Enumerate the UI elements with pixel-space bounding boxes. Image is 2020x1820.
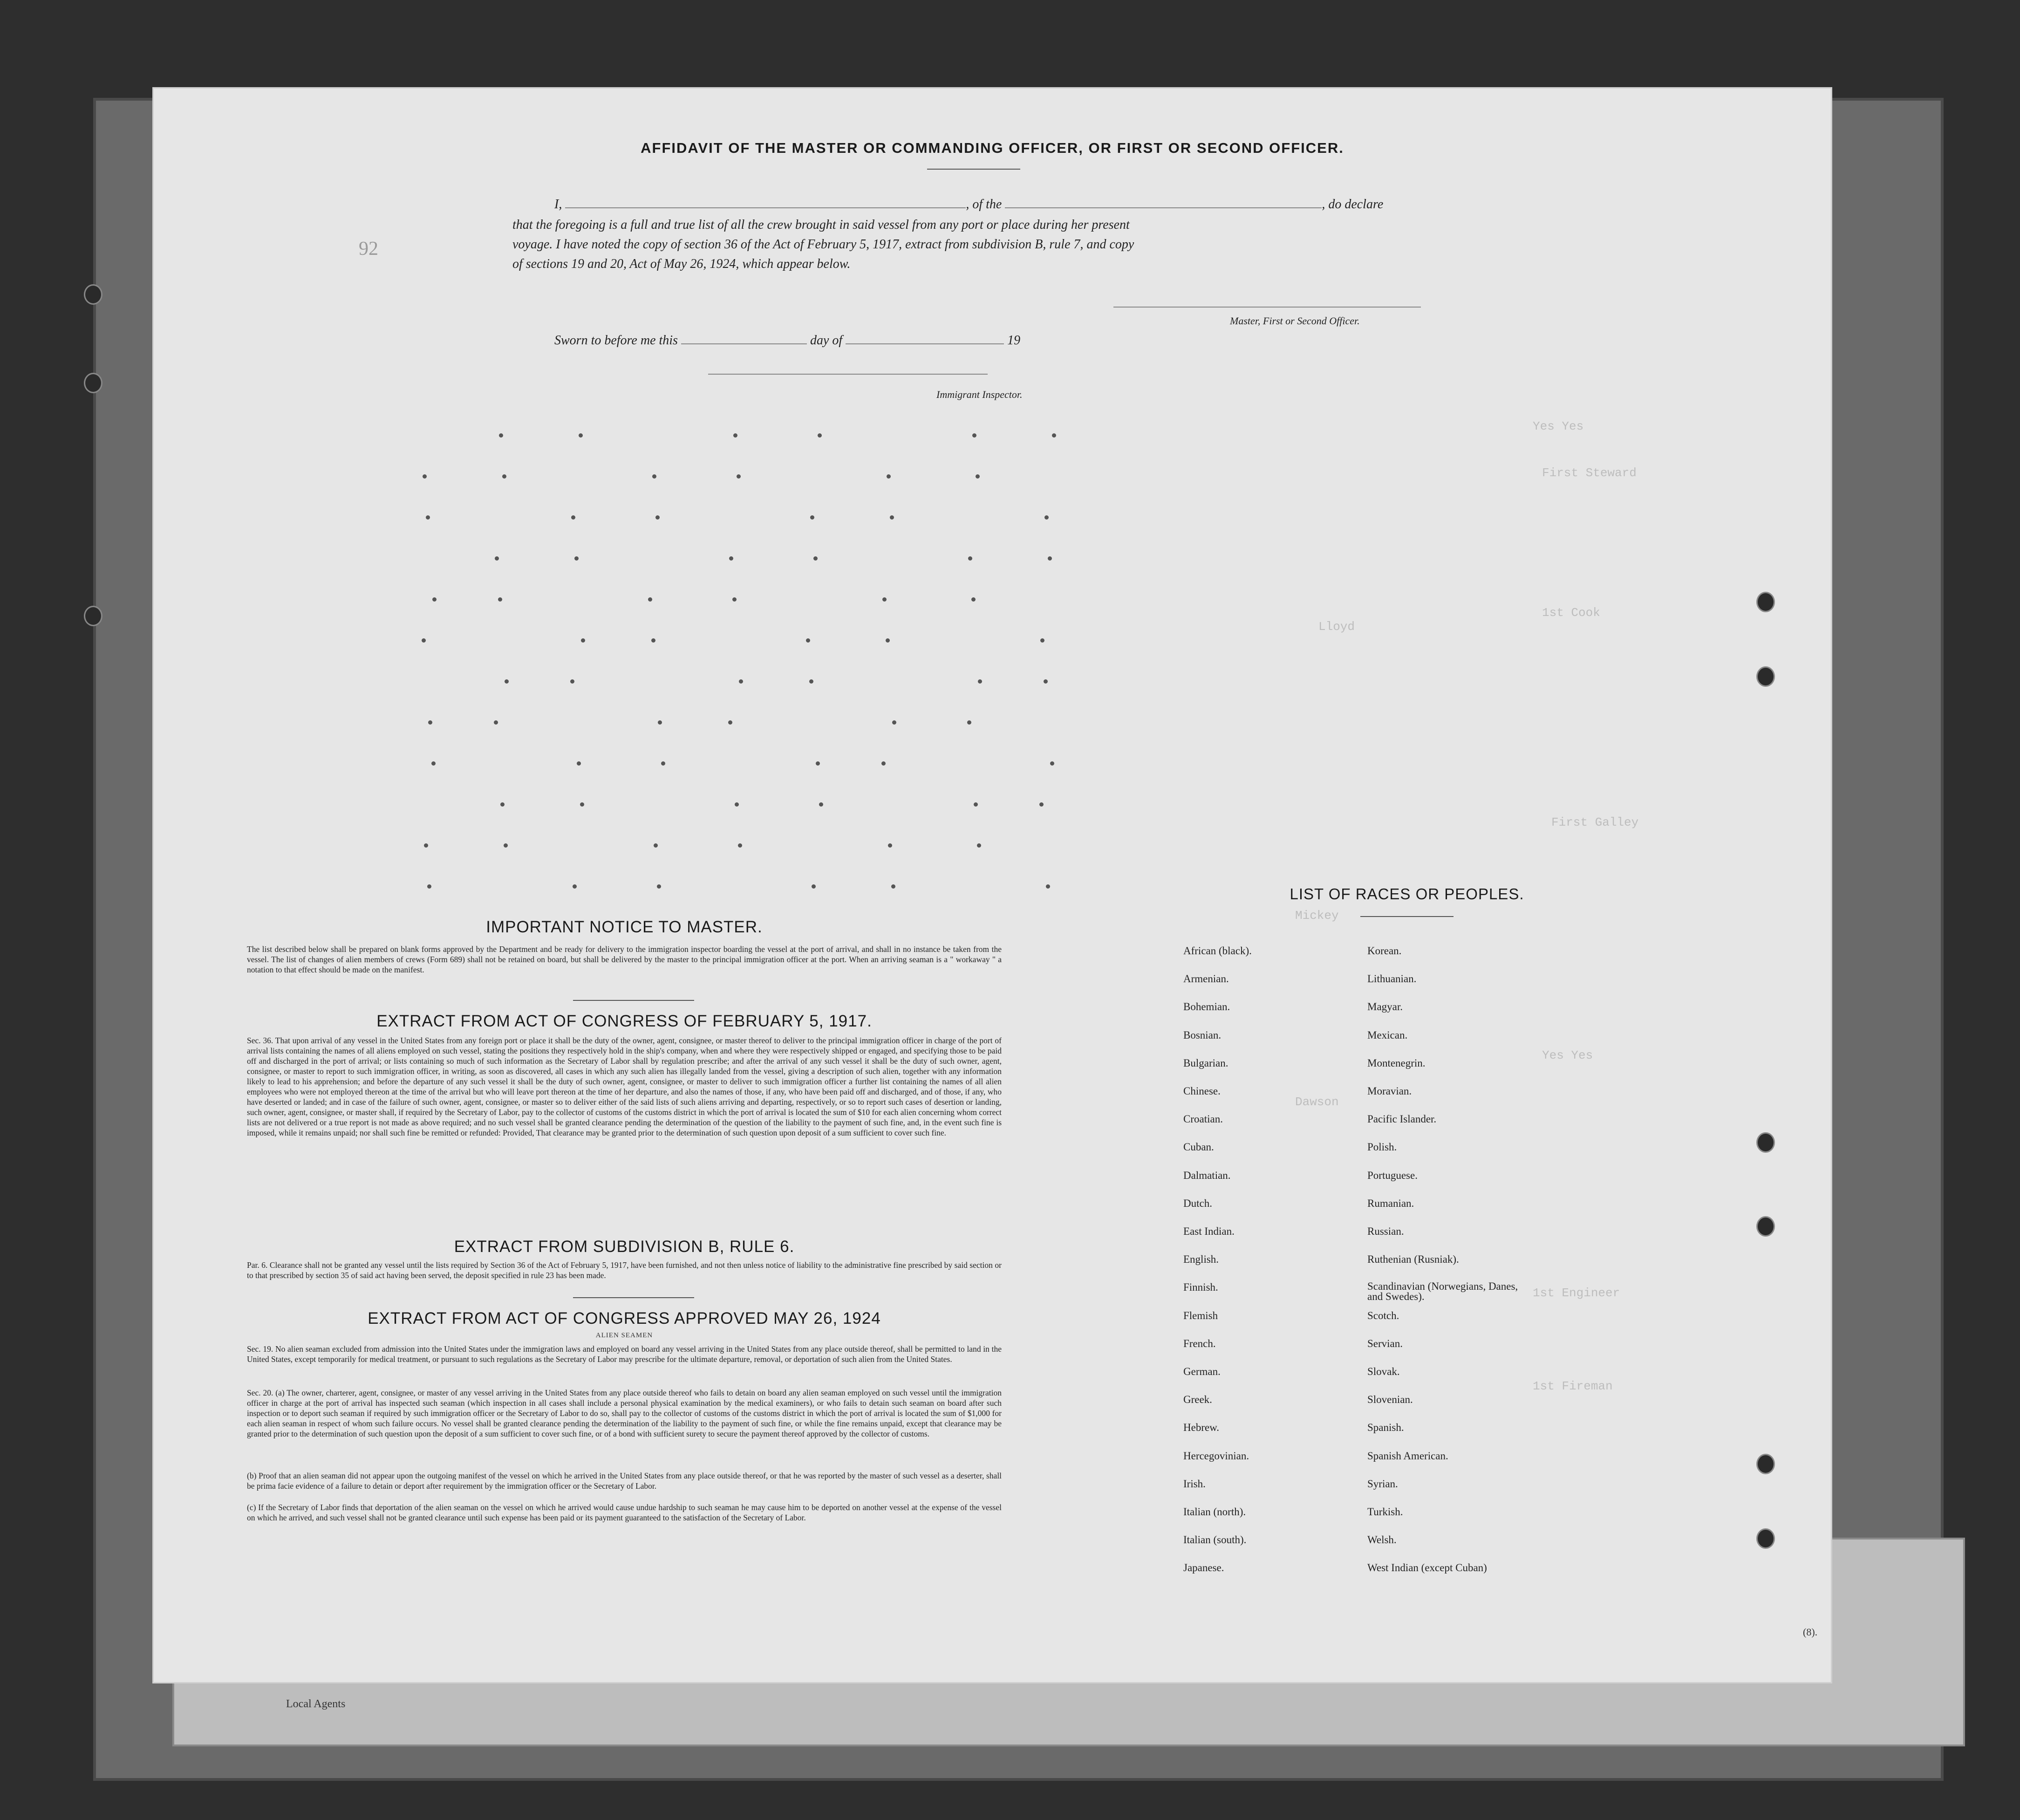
extract-1924-title: EXTRACT FROM ACT OF CONGRESS APPROVED MAY 26, 1924 (368, 1309, 881, 1327)
race-item: Scandinavian (Norwegians, Danes, and Swedes). (1367, 1280, 1518, 1303)
declaration-of-the: , of the (966, 197, 1002, 212)
extract-1924-sec20a: Sec. 20. (a) The owner, charterer, agent, consignee, or master of any vessel arriving in the United States from any place outside thereof who fails to detain on board any alien seaman employed on such vessel until the immigration officer in charge at the port of arrival has inspected such seaman (which inspection in all cases shall include a personal physical examination by the medical examiners), or who fails to detain such seaman on board after such inspection or to deport such seaman if required by such immigration officer or the Secretary of Labor to do so, shall pay to the collector of customs of the customs district in which the port of arrival is located the sum of $1,000 for each alien seaman in respect of whom such failure occurs. No vessel shall be granted clearance pending the determination of the liability to the payment of such fine, or while the fine remains unpaid, except that clearance may be granted prior to the determination of such question upon the deposit of a sum sufficient to cover such fine, or of a bond with sufficient surety to secure the payment thereof approved by the collector of customs. (247, 1388, 1002, 1438)
signature-label: Master, First or Second Officer. (1230, 315, 1360, 327)
races-title: LIST OF RACES OR PEOPLES. (1290, 885, 1524, 903)
dot-mark (728, 720, 732, 725)
race-item: Syrian. (1367, 1478, 1398, 1490)
dot-mark (431, 761, 436, 766)
dot-mark (891, 884, 895, 889)
extract-rule6-title: EXTRACT FROM SUBDIVISION B, RULE 6. (454, 1238, 795, 1256)
sworn-text: Sworn to before me this (554, 333, 678, 348)
notice-body: The list described below shall be prepared on blank forms approved by the Department and be ready for delivery to the immigration inspector boarding the vessel at the port of arrival, and shall in no instance be taken from the vessel. The list of changes of alien members of crews (Form 689) shall not be retained on board, but shall be delivered by the master to the principal immigration officer at the port. When an arriving seaman is a " workaway " a notation to that effect should be made on the manifest. (247, 944, 1002, 974)
dot-mark (500, 802, 505, 807)
dot-mark (813, 556, 818, 561)
dot-mark (573, 884, 577, 889)
dot-mark (424, 843, 428, 848)
race-item: Welsh. (1367, 1534, 1397, 1546)
race-item: Bohemian. (1183, 1001, 1230, 1013)
dot-mark (738, 843, 742, 848)
race-item: Slovak. (1367, 1366, 1400, 1377)
extract-1924-sec20b: (b) Proof that an alien seaman did not appear upon the outgoing manifest of the vessel on which he arrived in the United States from any place outside thereof, or that he was reported by the master of such vessel as a deserter, shall be prima facie evidence of a failure to detain or deport after requirement by the immigration officer or the Secretary of Labor. (247, 1471, 1002, 1491)
dot-mark (890, 515, 894, 520)
sworn-month-field (846, 343, 1004, 344)
binder-hole (1756, 1528, 1775, 1549)
dot-mark (739, 679, 743, 684)
sworn-year: 19 (1007, 333, 1021, 348)
dot-mark (887, 474, 891, 479)
race-item: Spanish. (1367, 1422, 1404, 1434)
binder-hole (84, 606, 102, 626)
dot-mark (729, 556, 733, 561)
declaration-line2: that the foregoing is a full and true list of all the crew brought in said vessel from any port or place during her present (512, 218, 1130, 232)
dot-mark (1044, 679, 1048, 684)
dot-mark (581, 638, 585, 643)
race-item: Lithuanian. (1367, 973, 1417, 985)
dot-mark (495, 556, 499, 561)
dot-mark (432, 597, 437, 602)
race-item: Turkish. (1367, 1506, 1403, 1518)
race-item: Korean. (1367, 945, 1402, 957)
race-item: Bulgarian. (1183, 1057, 1228, 1069)
dot-mark (1052, 433, 1056, 438)
dot-mark (1048, 556, 1052, 561)
dot-mark (968, 556, 972, 561)
binder-hole (1756, 1132, 1775, 1153)
race-item: English. (1183, 1253, 1219, 1266)
dot-mark (651, 638, 655, 643)
dot-mark (972, 433, 976, 438)
dot-mark (733, 433, 737, 438)
dot-mark (971, 597, 976, 602)
dot-mark (661, 761, 665, 766)
extract-1917-body: Sec. 36. That upon arrival of any vessel in the United States from any foreign port or place it shall be the duty of the owner, agent, consignee, or master thereof to deliver to the principal immigration officer in charge of the port of arrival lists containing the names of all aliens employed on such vessel, stating the positions they respectively hold in the ship's company, when and where they were respectively shipped or engaged, and specifying those to be paid off and discharged in the port of arrival; or lists containing so much of such information as the Secretary of Labor shall by regulation prescribe; and after the arrival of any such vessel it shall be the duty of such owner, agent, consignee, or master to report to such immigration officer, in writing, as soon as discovered, all cases in which any such alien has illegally landed from the vessel, giving a description of such alien, together with any information likely to lead to his apprehension; and before the departure of any such vessel it shall be the duty of such owner, agent, consignee, or master to deliver to such immigration officer a further list containing the names of all alien employees who were not employed thereon at the time of the arrival but who will leave port thereon at the time of her departure, and also the names of those, if any, who have been paid off and discharged, and of those, if any, who have deserted or landed; and in case of the failure of such owner, agent, consignee, or master so to deliver either of the said lists of such aliens arriving and departing, respectively, or so to report such cases of desertion or landing, such owner, agent, consignee, or master shall, if required by the Secretary of Labor, pay to the collector of customs of the customs district in which the port of arrival is located the sum of $10 for each alien concerning whom correct lists are not delivered or a true report is not made as above required; and no such vessel shall be granted clearance pending the determination of the question of the liability to the payment of such fine, and, in the event such fine is imposed, while it remains unpaid; nor shall such fine be remitted or refunded: Provided, That clearance may be granted prior to the determination of such question upon deposit of a sum sufficient to cover such fine. (247, 1036, 1002, 1137)
dot-mark (504, 843, 508, 848)
race-item: Rumanian. (1367, 1197, 1414, 1209)
race-item: Montenegrin. (1367, 1057, 1426, 1069)
race-item: Bosnian. (1183, 1029, 1222, 1041)
dot-mark (494, 720, 498, 725)
dot-mark (423, 474, 427, 479)
race-item: Hercegovinian. (1183, 1450, 1249, 1462)
declaration-line1 (554, 195, 1383, 214)
dot-mark (1039, 802, 1044, 807)
race-item: West Indian (except Cuban) (1367, 1562, 1487, 1574)
dot-mark (655, 515, 660, 520)
dot-mark (579, 433, 583, 438)
extract-1917-title: EXTRACT FROM ACT OF CONGRESS OF FEBRUARY 5, 1917. (376, 1012, 872, 1030)
race-item: French. (1183, 1337, 1216, 1349)
extract-1924-sec20c: (c) If the Secretary of Labor finds that deportation of the alien seaman on the vessel on which he arrived would cause undue hardship to such seaman he may cause him to be deported on another vessel at the expense of the vessel on which he arrived, and such vessel shall not be granted clearance until such expense has been paid or its payment guaranteed to the satisfaction of the Secretary of Labor. (247, 1503, 1002, 1522)
dot-mark (502, 474, 506, 479)
declaration-do-declare: , do declare (1322, 197, 1384, 212)
sworn-line (554, 331, 1020, 350)
race-item: Spanish American. (1367, 1450, 1448, 1462)
vessel-name-field (1005, 207, 1322, 208)
dot-mark (652, 474, 656, 479)
dot-mark (819, 802, 823, 807)
dot-mark (427, 884, 431, 889)
corner-mark: (8). (1803, 1626, 1818, 1638)
dot-mark (732, 597, 737, 602)
dot-mark (499, 433, 503, 438)
race-item: African (black). (1183, 945, 1252, 957)
dot-mark (816, 761, 820, 766)
declaration-line4: of sections 19 and 20, Act of May 26, 1924, which appear below. (512, 257, 851, 271)
dot-mark (648, 597, 652, 602)
binder-hole (1756, 1454, 1775, 1474)
race-item: German. (1183, 1366, 1221, 1377)
dot-mark (810, 515, 814, 520)
dot-mark (574, 556, 579, 561)
race-item: Servian. (1367, 1337, 1403, 1349)
dot-mark (570, 679, 574, 684)
race-item: Ruthenian (Rusniak). (1367, 1253, 1459, 1266)
officer-name-field (565, 207, 966, 208)
dot-mark (888, 843, 892, 848)
declaration-pronoun: I, (554, 197, 562, 212)
dot-mark (1046, 884, 1050, 889)
race-item: Slovenian. (1367, 1394, 1413, 1406)
manifest-page: Yes Yes First Steward 1st Cook First Galley Yes Yes 1st Engineer 1st Fireman Lloyd Mickey Dawson 92 (8). AFFIDAVIT OF THE MASTER OR COMMANDING OFFICER, OR FIRST OR SECOND OFFICER. I, , of the , do declare that the foregoing is a full and true list of all the crew brought in said vessel from any port or place during her present voyage. I have noted the copy of section 36 of the Act of February 5, 1917, extract from subdivision B, rule 7, and copy of sections 19 and 20, Act of May 26, 1924, which appear below. Master, First or Second Officer. Sworn to before me this day of 19 Immigrant Inspector. IMPORTANT NOTICE TO MASTER. The list described below shall be prepared on blank forms approved by the Department and be ready for delivery to the immigration inspector boarding the vessel at the port of arrival, and shall in no instance be taken from the vessel. The list of changes of alien members of crews (Form 689) shall not be retained on board, but shall be delivered by the master to the principal immigration officer at the port. When an arriving seaman is a " workaway " a notation to that effect should be made on the manifest. EXTRACT FROM ACT OF CONGRESS OF FEBRUARY 5, 1917. Sec. 36. That upon arrival of any vessel in the United States from any foreign port or place it shall be the duty of the owner, agent, consignee, or master thereof to deliver to the principal immigration officer in charge of the port of arrival lists containing the names of all aliens employed on such vessel, stating the positions they respectively hold in the ship's company, when and where they were respectively shipped or engaged, and specifying those to be paid off and discharged in the port of arrival; or lists containing so much of such information as the Secretary of Labor shall by regulation prescribe; and after the arrival of any such vessel it shall be the duty of such owner, agent, consignee, or master to report to such immigration officer, in writing, as soon as discovered, all cases in which any such alien has illegally landed from the vessel, giving a description of such alien, together with any information likely to lead to his apprehension; and before the departure of any such vessel it shall be the duty of such owner, agent, consignee, or master to deliver to such immigration officer a further list containing the names of all alien employees who were not employed thereon at the time of the arrival but who will leave port thereon at the time of her departure, and also the names of those, if any, who have been paid off and discharged, and of those, if any, who have deserted or landed; and in case of the failure of such owner, agent, consignee, or master so to deliver either of the said lists of such aliens arriving and departing, respectively, or so to report such cases of desertion or landing, such owner, agent, consignee, or master shall, if required by the Secretary of Labor, pay to the collector of customs of the customs district in which the port of arrival is located the sum of $10 for each alien concerning whom correct lists are not delivered or a true report is not made as above required; and no such vessel shall be granted clearance pending the determination of the question of the liability to the payment of such fine, and, in the event such fine is imposed, while it remains unpaid; nor shall such fine be remitted or refunded: Provided, That clearance may be granted prior to the determination of such question upon deposit of a sum sufficient to cover such fine. EXTRACT FROM SUBDIVISION B, RULE 6. Par. 6. Clearance shall not be granted any vessel until the lists required by Section 36 of the Act of February 5, 1917, have been furnished, and not then unless notice of liability to the administrative fine prescribed by said section or to that prescribed by section 35 of said act having been served, the deposit specified in rule 23 has been made. EXTRACT FROM ACT OF CONGRESS APPROVED MAY 26, 1924 ALIEN SEAMEN Sec. 19. No alien seaman excluded from admission into the United States under the immigration laws and employed on board any vessel arriving in the United States from any place outside thereof, shall be permitted to land in the United States, except temporarily for medical treatment, or pursuant to such regulations as the Secretary of Labor may prescribe for the ultimate departure, removal, or deportation of such alien from the United States. Sec. 20. (a) The owner, charterer, agent, consignee, or master of any vessel arriving in the United States from any place outside thereof who fails to detain on board any alien seaman employed on such vessel until the immigration officer in charge at the port of arrival has inspected such seaman (which inspection in all cases shall include a personal physical examination by the medical examiners), or who fails to detain such seaman on board after such inspection or to deport such seaman if required by such immigration officer or the Secretary of Labor to do so, shall pay to the collector of customs of the customs district in which the port of arrival is located the sum of $1,000 for each alien seaman in respect of whom such failure occurs. No vessel shall be granted clearance pending the determination of the liability to the payment of such fine, or while the fine remains unpaid, except that clearance may be granted prior to the determination of such question upon the deposit of a sum sufficient to cover such fine, or of a bond with sufficient surety to secure the payment thereof approved by the collector of customs. (b) Proof that an alien seaman did not appear upon the outgoing manifest of the vessel on which he arrived in the United States from any place outside thereof, or that he was reported by the master of such vessel as a deserter, shall be prima facie evidence of a failure to detain or deport after requirement by the immigration officer or the Secretary of Labor. (c) If the Secretary of Labor finds that deportation of the alien seaman on the vessel on which he arrived would cause undue hardship to such seaman he may cause him to be deported on another vessel at the expense of the vessel on which he arrived, and such vessel shall not be granted clearance until such expense has been paid or its payment guaranteed to the satisfaction of the Secretary of Labor. LIST OF RACES OR PEOPLES. African (black). Armenian. Bohemian. Bosnian. Bulgarian. Chinese. Croatian. Cuban. Dalmatian. Dutch. East Indian. English. Finnish. Flemish French. German. Greek. Hebrew. Hercegovinian. Irish. Italian (north). Italian (south). Japanese. Korean. Lithuanian. Magyar. Mexican. Montenegrin. Moravian. Pacific Islander. Polish. Portuguese. Rumanian. Russian. Ruthenian (Rusniak). Scandinavian (Norwegians, Danes, and Swedes). Scotch. Servian. Slovak. Slovenian. Spanish. Spanish American. Syrian. Turkish. Welsh. West Indian (except Cuban) (154, 89, 1831, 1682)
dot-mark (886, 638, 890, 643)
dot-mark (422, 638, 426, 643)
binder-hole (1756, 592, 1775, 612)
race-item: Flemish (1183, 1309, 1218, 1321)
dot-mark (976, 474, 980, 479)
race-item: Polish. (1367, 1141, 1397, 1153)
race-item: Hebrew. (1183, 1422, 1220, 1434)
dot-mark (426, 515, 430, 520)
dot-mark (1040, 638, 1044, 643)
race-item: Dutch. (1183, 1197, 1212, 1209)
dot-mark (818, 433, 822, 438)
dot-mark (809, 679, 813, 684)
dot-mark (571, 515, 575, 520)
race-item: Dalmatian. (1183, 1169, 1231, 1181)
dot-mark (1044, 515, 1049, 520)
dot-mark (654, 843, 658, 848)
race-item: Pacific Islander. (1367, 1113, 1437, 1125)
race-item: Finnish. (1183, 1281, 1218, 1293)
dot-mark (967, 720, 971, 725)
binder-hole (1756, 666, 1775, 687)
page-number: 92 (359, 238, 378, 260)
race-item: Russian. (1367, 1225, 1404, 1237)
extract-rule6-body: Par. 6. Clearance shall not be granted any vessel until the lists required by Section 36 of the Act of February 5, 1917, have been furnished, and not then unless notice of liability to the administrative fine prescribed by said section or to that prescribed by section 35 of said act having been served, the deposit specified in rule 23 has been made. (247, 1260, 1002, 1280)
dot-mark (658, 720, 662, 725)
race-item: Croatian. (1183, 1113, 1223, 1125)
dot-mark (977, 843, 981, 848)
dot-mark (498, 597, 502, 602)
dot-mark (974, 802, 978, 807)
binder-hole (1756, 1216, 1775, 1237)
dot-mark (580, 802, 584, 807)
dot-mark (806, 638, 810, 643)
dot-mark (428, 720, 432, 725)
binder-hole (84, 284, 102, 305)
race-item: Japanese. (1183, 1562, 1224, 1574)
extract-1924-subtitle: ALIEN SEAMEN (595, 1332, 653, 1339)
race-item: Portuguese. (1367, 1169, 1418, 1181)
race-item: Moravian. (1367, 1085, 1412, 1097)
race-item: Magyar. (1367, 1001, 1403, 1013)
race-item: Cuban. (1183, 1141, 1214, 1153)
dot-mark (577, 761, 581, 766)
inspector-label: Immigrant Inspector. (936, 389, 1023, 400)
extract-1924-sec19: Sec. 19. No alien seaman excluded from admission into the United States under the immigration laws and employed on board any vessel arriving in the United States from any place outside thereof, shall be permitted to land in the United States, except temporarily for medical treatment, or pursuant to such regulations as the Secretary of Labor may prescribe for the ultimate departure, removal, or deportation of such alien from the United States. (247, 1344, 1002, 1364)
race-item: Italian (south). (1183, 1534, 1247, 1546)
dot-mark (657, 884, 661, 889)
race-item: Scotch. (1367, 1309, 1399, 1321)
race-item: Irish. (1183, 1478, 1206, 1490)
dot-mark (882, 597, 887, 602)
dot-mark (1050, 761, 1054, 766)
affidavit-title: AFFIDAVIT OF THE MASTER OR COMMANDING OFFICER, OR FIRST OR SECOND OFFICER. (641, 140, 1344, 156)
dot-mark (892, 720, 896, 725)
race-item: East Indian. (1183, 1225, 1235, 1237)
race-item: Chinese. (1183, 1085, 1221, 1097)
sworn-day-field (681, 343, 807, 344)
declaration-line3: voyage. I have noted the copy of section 36 of the Act of February 5, 1917, extract from subdivision B, rule 7, and copy (512, 237, 1134, 252)
dot-mark (505, 679, 509, 684)
binder-hole (84, 373, 102, 393)
dot-mark (978, 679, 982, 684)
race-item: Italian (north). (1183, 1506, 1246, 1518)
back-sheet-label: Local Agents (286, 1698, 346, 1710)
dot-mark (735, 802, 739, 807)
dot-mark (737, 474, 741, 479)
sworn-day-of: day of (810, 333, 843, 348)
notice-title: IMPORTANT NOTICE TO MASTER. (486, 918, 763, 936)
dot-mark (881, 761, 886, 766)
race-item: Armenian. (1183, 973, 1229, 985)
dot-mark (812, 884, 816, 889)
race-item: Greek. (1183, 1394, 1212, 1406)
race-item: Mexican. (1367, 1029, 1408, 1041)
